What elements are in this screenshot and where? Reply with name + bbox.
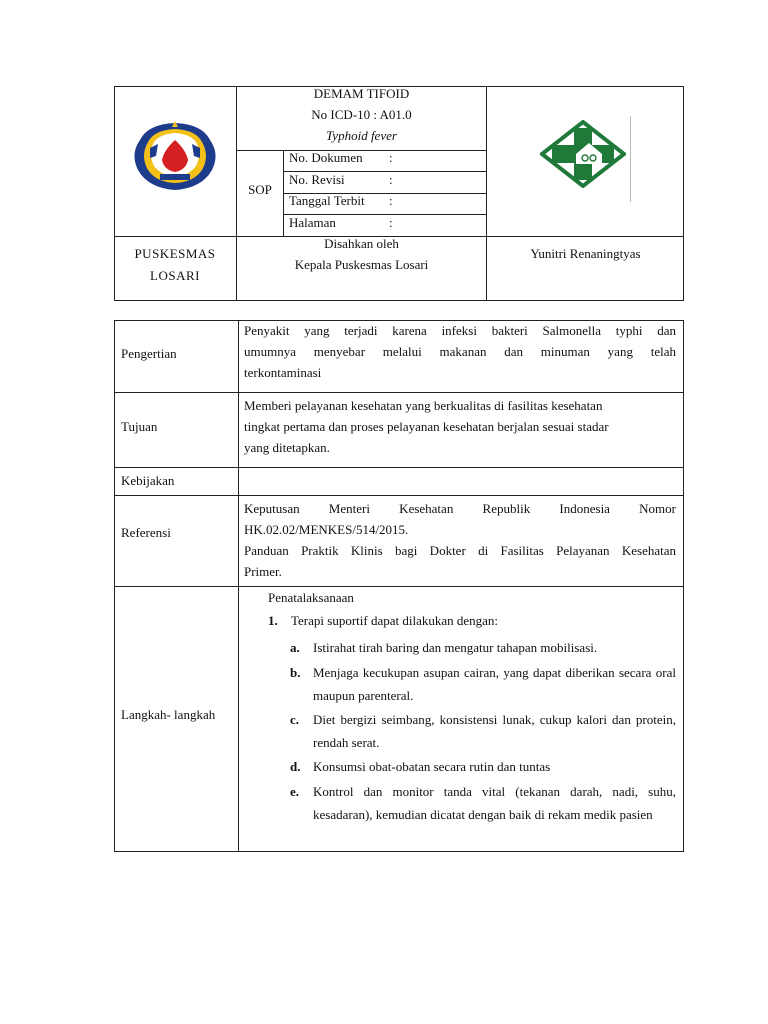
approved-by: Disahkan oleh: [324, 236, 399, 251]
subitem-marker: c.: [290, 712, 300, 727]
subitem-marker: e.: [290, 784, 300, 799]
row-label-tujuan: Tujuan: [121, 419, 158, 434]
doc-field-revision-sep: :: [389, 172, 393, 187]
regional-emblem-logo: [128, 118, 222, 196]
row-label-pengertian: Pengertian: [121, 346, 177, 361]
subitem-text: Konsumsi obat-obatan secara rutin dan tuntas: [313, 759, 551, 774]
pengertian-line: Penyakit yang terjadi karena infeksi bakteri Salmonella typhi dan: [244, 323, 676, 338]
icd-code: No ICD-10 : A01.0: [311, 107, 412, 122]
referensi-line: HK.02.02/MENKES/514/2015.: [244, 522, 409, 537]
referensi-line: Primer.: [244, 564, 282, 579]
doc-field-page-label: Halaman: [289, 215, 336, 230]
doc-field-number-sep: :: [389, 150, 393, 165]
row-label-kebijakan: Kebijakan: [121, 473, 175, 488]
tujuan-line: yang ditetapkan.: [244, 440, 330, 455]
org-name-line1: PUSKESMAS: [134, 246, 216, 261]
approver-name: Yunitri Renaningtyas: [530, 246, 641, 261]
subitem-text: Istirahat tirah baring dan mengatur tahapan mobilisasi.: [313, 640, 598, 655]
header-divider: [486, 86, 487, 301]
item-marker: 1.: [268, 613, 278, 628]
subitem-text: Diet bergizi seimbang, konsistensi lunak, cukup kalori dan protein, rendah serat.: [313, 712, 676, 750]
row-label-langkah: Langkah- langkah: [121, 707, 216, 722]
pengertian-line: terkontaminasi: [244, 365, 322, 380]
doc-field-page-sep: :: [389, 215, 393, 230]
doc-field-date-sep: :: [389, 193, 393, 208]
row-label-referensi: Referensi: [121, 525, 171, 540]
referensi-line: Panduan Praktik Klinis bagi Dokter di Fasilitas Pelayanan Kesehatan: [244, 543, 676, 558]
tujuan-line: Memberi pelayanan kesehatan yang berkualitas di fasilitas kesehatan: [244, 398, 603, 413]
subitem-text: Menjaga kecukupan asupan cairan, yang dapat diberikan secara oral maupun parenteral.: [313, 665, 676, 703]
puskesmas-cross-logo: [540, 120, 626, 188]
approver-title: Kepala Puskesmas Losari: [294, 257, 429, 272]
document-title: DEMAM TIFOID: [313, 86, 410, 101]
item-text: Terapi suportif dapat dilakukan dengan:: [291, 613, 499, 628]
doc-field-number-label: No. Dokumen: [289, 150, 363, 165]
body-divider: [114, 392, 684, 393]
logo-divider: [630, 116, 631, 202]
referensi-line: Keputusan Menteri Kesehatan Republik Indonesia Nomor: [244, 501, 676, 516]
subitem-marker: a.: [290, 640, 300, 655]
doc-field-date-label: Tanggal Terbit: [289, 193, 365, 208]
langkah-heading: Penatalaksanaan: [268, 590, 354, 605]
subitem-marker: b.: [290, 665, 301, 680]
org-name-line2: LOSARI: [150, 268, 200, 283]
tujuan-line: tingkat pertama dan proses pelayanan kesehatan berjalan sesuai stadar: [244, 419, 609, 434]
body-divider: [114, 495, 684, 496]
doc-field-revision-label: No. Revisi: [289, 172, 345, 187]
body-divider: [114, 586, 684, 587]
document-subtitle: Typhoid fever: [326, 128, 397, 143]
subitem-text: Kontrol dan monitor tanda vital (tekanan darah, nadi, suhu, kesadaran), kemudian dicatat dengan baik di rekam medik pasien: [313, 784, 676, 822]
pengertian-line: umumnya menyebar melalui makanan dan minuman yang telah: [244, 344, 676, 359]
sop-label: SOP: [248, 182, 272, 197]
subitem-marker: d.: [290, 759, 301, 774]
body-divider: [114, 467, 684, 468]
